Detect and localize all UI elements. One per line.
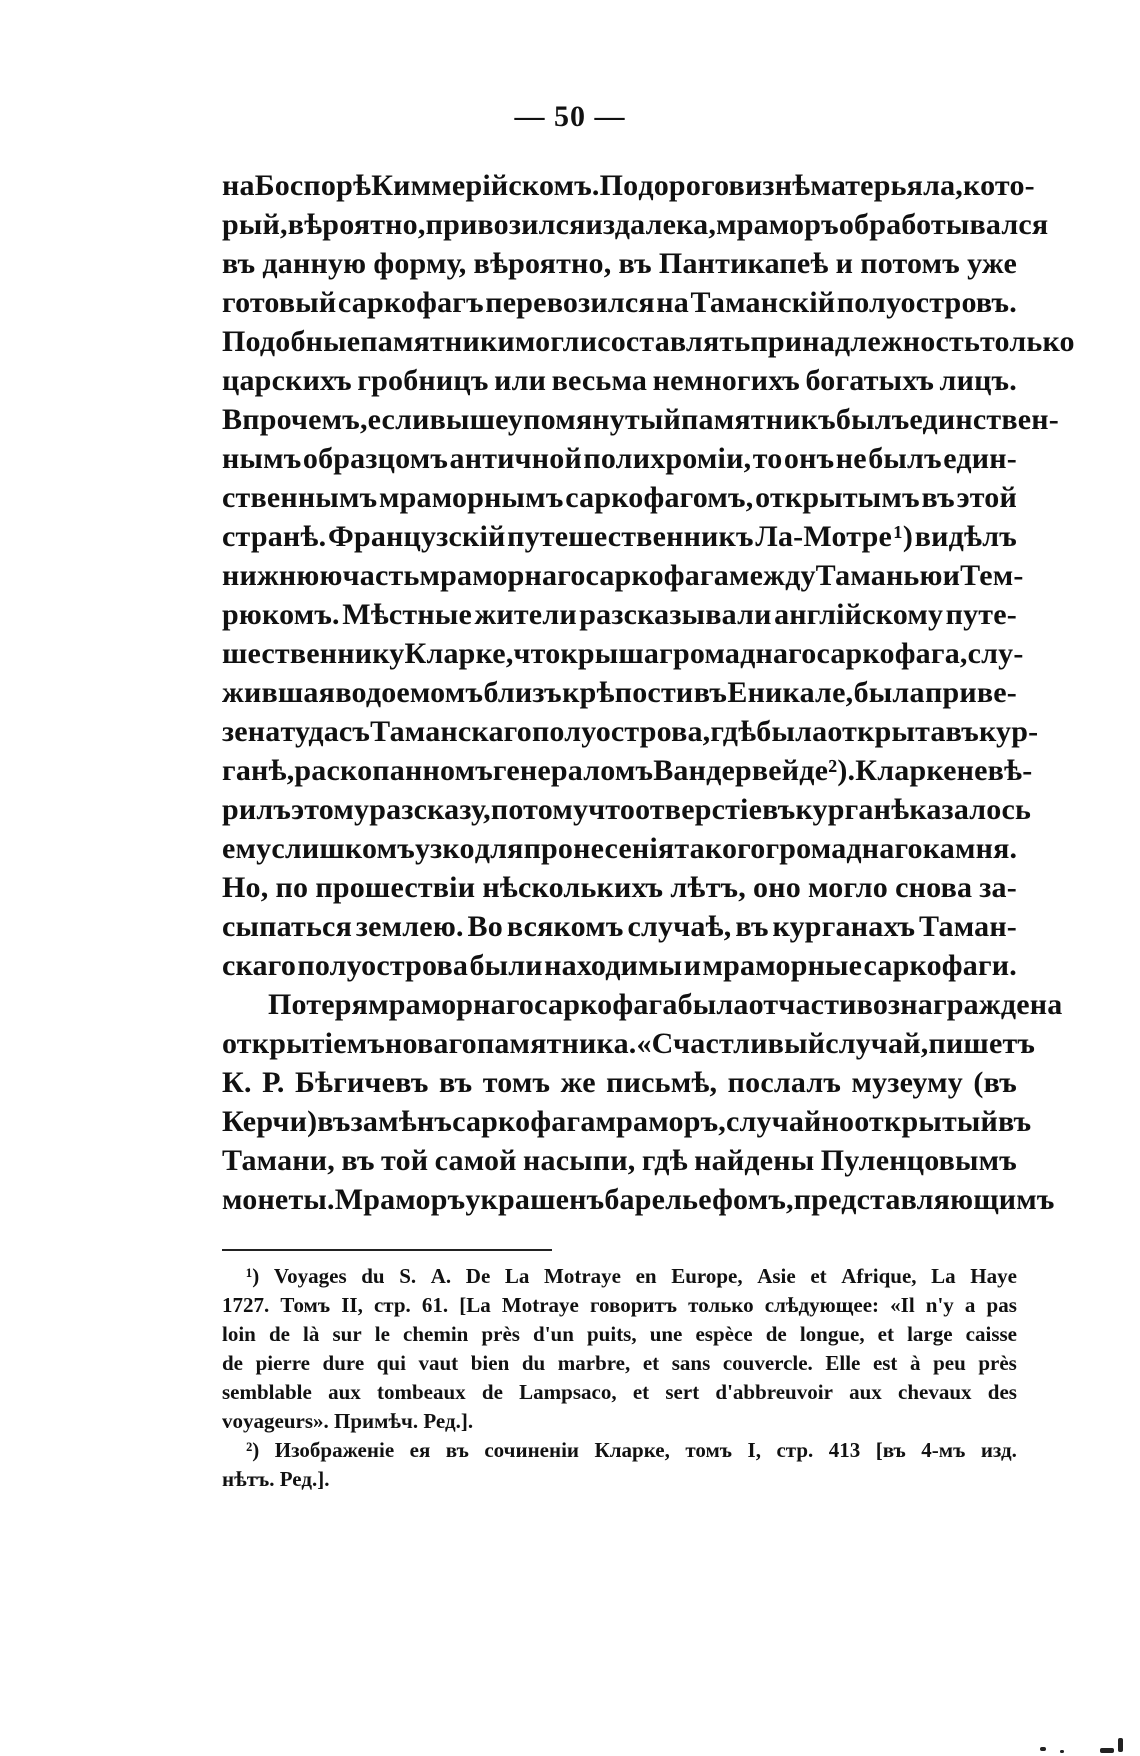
text-line: рилъ этому разсказу, потому что отверстіе въ курганѣ казалось bbox=[222, 793, 1032, 826]
scan-speck bbox=[1100, 1748, 1114, 1753]
text-line: жившая водоемомъ близъ крѣпости въ Еникале, была приве- bbox=[222, 676, 1017, 709]
text-line: сыпаться землею. Во всякомъ случаѣ, въ курганахъ Таман- bbox=[222, 910, 1017, 943]
text-line: нымъ образцомъ античной полихроміи, то онъ не былъ един- bbox=[222, 442, 1017, 475]
text-line: монеты. Мраморъ украшенъ барельефомъ, представляющимъ bbox=[222, 1183, 1055, 1216]
text-line: царскихъ гробницъ или весьма немногихъ богатыхъ лицъ. bbox=[222, 364, 1017, 397]
footnote-line: de pierre dure qui vaut bien du marbre, et sans couvercle. Elle est à peu près bbox=[222, 1351, 1017, 1375]
text-line: на Боспорѣ Киммерійскомъ. По дороговизнѣ матерьяла, кото- bbox=[222, 169, 1035, 202]
footnote-line: ²) Изображеніе ея въ сочиненіи Кларке, томъ I, стр. 413 [въ 4-мъ изд. bbox=[246, 1438, 1017, 1462]
text-line: зена туда съ Таманскаго полуострова, гдѣ была открыта въ кур- bbox=[222, 715, 1039, 748]
text-line: Впрочемъ, если вышеупомянутый памятникъ былъ единствен- bbox=[222, 403, 1059, 436]
scan-speck bbox=[1060, 1750, 1064, 1753]
text-line: Потеря мраморнаго саркофага была отчасти вознаграждена bbox=[268, 988, 1063, 1021]
text-line: странѣ. Французскій путешественникъ Ла-Мотре ¹) видѣлъ bbox=[222, 520, 1017, 553]
text-line: Подобные памятники могли составлять принадлежность только bbox=[222, 325, 1075, 358]
footnote-line: voyageurs». Примѣч. Ред.]. bbox=[222, 1409, 474, 1433]
text-line: рый, вѣроятно, привозился издалека, мраморъ обработывался bbox=[222, 208, 1049, 241]
text-line: ему слишкомъ узко для пронесенія такого громаднаго камня. bbox=[222, 832, 1018, 865]
footnote-divider bbox=[222, 1249, 552, 1251]
text-line: открытіемъ новаго памятника. «Счастливый случай, пишетъ bbox=[222, 1027, 1036, 1060]
footnote-line: semblable aux tombeaux de Lampsaco, et sert d'abbreuvoir aux chevaux des bbox=[222, 1380, 1017, 1404]
text-line: въ данную форму, вѣроятно, въ Пантикапеѣ и потомъ уже bbox=[222, 247, 1017, 280]
text-line: Но, по прошествіи нѣсколькихъ лѣтъ, оно могло снова за- bbox=[222, 871, 1017, 904]
text-line: рюкомъ. Мѣстные жители разсказывали англійскому путе- bbox=[222, 598, 1017, 631]
text-line: нижнюю часть мраморнаго саркофага между Таманью и Тем- bbox=[222, 559, 1024, 592]
page-number: — 50 — bbox=[514, 100, 626, 133]
scan-speck bbox=[1040, 1747, 1046, 1751]
text-line: скаго полуострова были находимы и мраморные саркофаги. bbox=[222, 949, 1017, 982]
body-text bbox=[222, 166, 1075, 1219]
text-line: шественнику Кларке, что крыша громаднаго саркофага, слу- bbox=[222, 637, 1024, 670]
scan-speck bbox=[1118, 1738, 1123, 1752]
text-line: ганѣ, раскопанномъ генераломъ Вандервейде ²). Кларке не вѣ- bbox=[222, 754, 1033, 787]
text-line: Керчи) въ замѣнъ саркофага мраморъ, случайно открытый въ bbox=[222, 1105, 1032, 1138]
footnote-line: loin de là sur le chemin près d'un puits, une espèce de longue, et large caisse bbox=[222, 1322, 1017, 1346]
footnote-line: 1727. Томъ II, стр. 61. [La Motraye говоритъ только слѣдующее: «Il n'y a pas bbox=[222, 1293, 1017, 1317]
footnote-line: ¹) Voyages du S. A. De La Motraye en Europe, Asie et Afrique, La Haye bbox=[246, 1264, 1017, 1288]
text-line: Тамани, въ той самой насыпи, гдѣ найдены Пуленцовымъ bbox=[222, 1144, 1017, 1177]
footnote-line: нѣтъ. Ред.]. bbox=[222, 1467, 330, 1491]
text-line: К. Р. Бѣгичевъ въ томъ же письмѣ, послалъ музеуму (въ bbox=[222, 1066, 1017, 1099]
footnotes bbox=[222, 1262, 1017, 1494]
text-line: готовый саркофагъ перевозился на Таманскій полуостровъ. bbox=[222, 286, 1017, 319]
text-line: ственнымъ мраморнымъ саркофагомъ, открытымъ въ этой bbox=[222, 481, 1017, 514]
